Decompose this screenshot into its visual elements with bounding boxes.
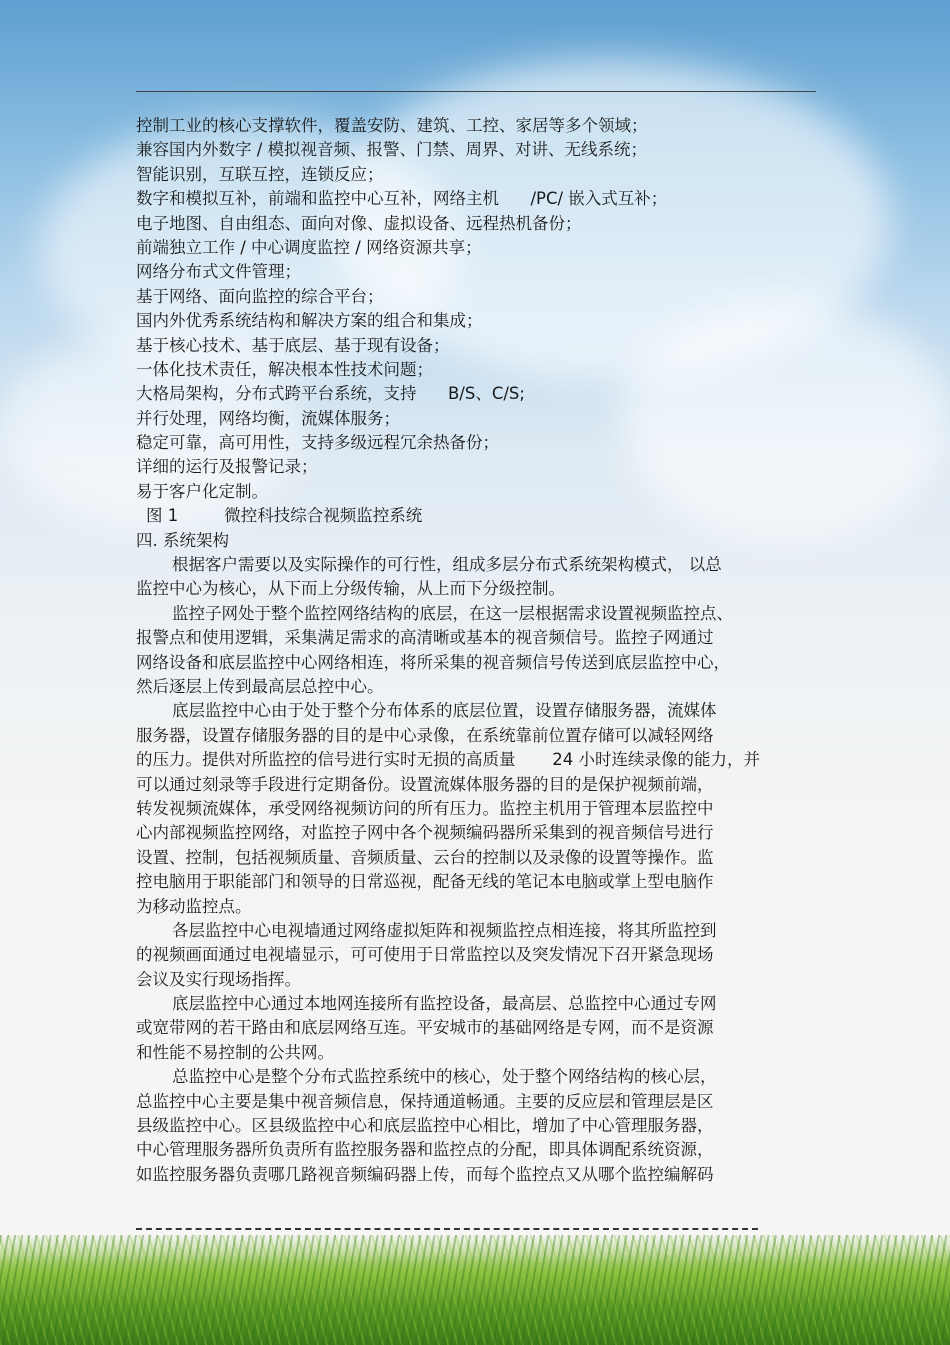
list-item: 前端独立工作 / 中心调度监控 / 网络资源共享； <box>136 237 482 257</box>
paragraph-line: 中心管理服务器所负责所有监控服务器和监控点的分配，即具体调配系统资源， <box>136 1140 714 1160</box>
paragraph-line: 总监控中心主要是集中视音频信息，保持通道畅通。主要的反应层和管理层是区 <box>136 1091 714 1111</box>
paragraph <box>136 553 816 602</box>
list-item: 详细的运行及报警记录； <box>136 457 318 477</box>
list-item: 易于客户化定制。 <box>136 481 268 501</box>
paragraph-line: 报警点和使用逻辑，采集满足需求的高清晰或基本的视音频信号。监控子网通过 <box>136 628 714 648</box>
list-item: 国内外优秀系统结构和解决方案的组合和集成； <box>136 311 483 331</box>
paragraph-line: 会议及实行现场指挥。 <box>136 969 301 989</box>
paragraph-line: 如监控服务器负责哪几路视音频编码器上传，而每个监控点又从哪个监控编解码 <box>136 1164 714 1184</box>
list-item: 大格局架构，分布式跨平台系统，支持 B/S、C/S; <box>136 384 525 404</box>
paragraph-line: 各层监控中心电视墙通过网络虚拟矩阵和视频监控点相连接，将其所监控到 <box>172 920 717 940</box>
paragraph-line: 监控中心为核心，从下而上分级传输，从上而下分级控制。 <box>136 579 565 599</box>
background-grass <box>0 1235 950 1345</box>
paragraph-line: 心内部视频监控网络，对监控子网中各个视频编码器所采集到的视音频信号进行 <box>136 823 714 843</box>
paragraph-line: 根据客户需要以及实际操作的可行性，组成多层分布式系统架构模式， 以总 <box>172 555 722 575</box>
list-item: 一体化技术责任，解决根本性技术问题； <box>136 359 433 379</box>
header-rule <box>136 91 816 92</box>
list-item: 并行处理，网络均衡，流媒体服务； <box>136 408 400 428</box>
paragraph-line: 和性能不易控制的公共网。 <box>136 1042 334 1062</box>
list-item: 控制工业的核心支撑软件，覆盖安防、建筑、工控、家居等多个领域； <box>136 116 648 135</box>
paragraph-line: 总监控中心是整个分布式监控系统中的核心，处于整个网络结构的核心层， <box>172 1067 717 1087</box>
figure-caption <box>136 504 816 528</box>
paragraph <box>136 1065 816 1187</box>
footer-dashed-rule <box>136 1228 758 1230</box>
paragraph-line: 转发视频流媒体，承受网络视频访问的所有压力。监控主机用于管理本层监控中 <box>136 798 714 818</box>
paragraph-line: 或宽带网的若干路由和底层网络互连。平安城市的基础网络是专网，而不是资源 <box>136 1018 714 1038</box>
list-item: 电子地图、自由组态、面向对像、虚拟设备、远程热机备份； <box>136 213 582 233</box>
list-item: 兼容国内外数字 / 模拟视音频、报警、门禁、周界、对讲、无线系统； <box>136 140 648 160</box>
document-body <box>136 114 816 1187</box>
paragraph-line: 县级监控中心。区县级监控中心和底层监控中心相比，增加了中心管理服务器， <box>136 1116 714 1136</box>
paragraph-line: 底层监控中心通过本地网连接所有监控设备，最高层、总监控中心通过专网 <box>172 994 717 1014</box>
paragraph-line: 的压力。提供对所监控的信号进行实时无损的高质量 24 小时连续录像的能力，并 <box>136 750 760 770</box>
paragraph-line: 监控子网处于整个监控网络结构的底层，在这一层根据需求设置视频监控点、 <box>172 603 733 623</box>
paragraph-line: 服务器，设置存储服务器的目的是中心录像，在系统靠前位置存储可以减轻网络 <box>136 725 714 745</box>
list-item: 数字和模拟互补，前端和监控中心互补，网络主机 /PC/ 嵌入式互补； <box>136 189 668 209</box>
list-item: 基于网络、面向监控的综合平台； <box>136 286 384 306</box>
paragraph-line: 网络设备和底层监控中心网络相连，将所采集的视音频信号传送到底层监控中心， <box>136 652 730 672</box>
figure-label: 图 1 <box>146 506 179 526</box>
paragraph-line: 设置、控制，包括视频质量、音频质量、云台的控制以及录像的设置等操作。监 <box>136 847 714 867</box>
list-item: 网络分布式文件管理； <box>136 262 301 282</box>
paragraph <box>136 699 816 919</box>
feature-list <box>136 114 816 504</box>
list-item: 智能识别，互联互控，连锁反应； <box>136 164 384 184</box>
paragraph-line: 然后逐层上传到最高层总控中心。 <box>136 676 384 696</box>
paragraph-line: 可以通过刻录等手段进行定期备份。设置流媒体服务器的目的是保护视频前端， <box>136 774 714 794</box>
figure-title: 微控科技综合视频监控系统 <box>224 506 423 526</box>
paragraph <box>136 602 816 700</box>
list-item: 稳定可靠，高可用性，支持多级远程冗余热备份； <box>136 433 499 453</box>
paragraph <box>136 919 816 992</box>
paragraph-line: 控电脑用于职能部门和领导的日常巡视，配备无线的笔记本电脑或掌上型电脑作 <box>136 872 714 892</box>
list-item: 基于核心技术、基于底层、基于现有设备； <box>136 335 450 355</box>
paragraph-line: 为移动监控点。 <box>136 896 252 916</box>
paragraph-line: 底层监控中心由于处于整个分布体系的底层位置，设置存储服务器，流媒体 <box>172 701 717 721</box>
paragraph-line: 的视频画面通过电视墙显示，可可使用于日常监控以及突发情况下召开紧急现场 <box>136 945 714 965</box>
paragraph <box>136 992 816 1065</box>
section-heading: 四. 系统架构 <box>136 530 229 550</box>
